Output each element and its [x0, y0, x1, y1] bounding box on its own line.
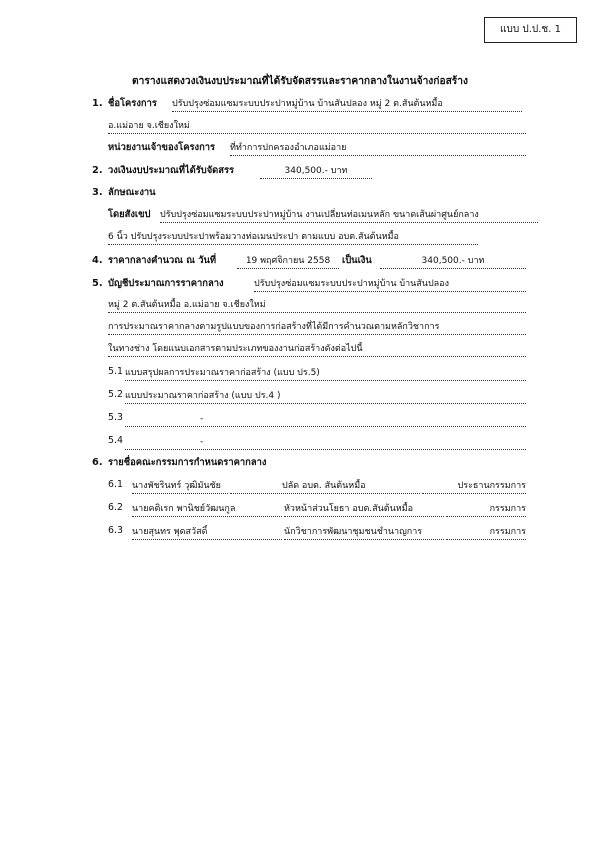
member3-number: 6.3 [108, 525, 123, 536]
page-title: ตารางแสดงวงเงินงบประมาณที่ได้รับจัดสรรและราคากลางในงานจ้างก่อสร้าง [132, 76, 468, 87]
item6-label: รายชื่อคณะกรรมการกำหนดราคากลาง [108, 457, 267, 468]
item3-summary-label: โดยสังเขป [108, 209, 151, 220]
item4-amount: 340,500.- บาท [380, 254, 526, 269]
member1-role: ประธานกรรมการ [422, 479, 526, 494]
item3-line2: 6 นิ้ว ปรับปรุงระบบประปาพร้อมวางท่อเมนประปา ตามแบบ อบต.สันต้นหมื้อ [108, 230, 478, 245]
member3-role: กรรมการ [446, 525, 526, 540]
member1-position: ปลัด อบต. สันต้นหมื้อ [230, 479, 420, 494]
member2-role: กรรมการ [446, 502, 526, 517]
member2-number: 6.2 [108, 502, 123, 513]
item5-sub4-number: 5.4 [108, 435, 123, 446]
member2-position: หัวหน้าส่วนโยธา อบต.สันต้นหมื้อ [284, 502, 444, 517]
item5-sub2-text: แบบประมาณราคาก่อสร้าง (แบบ ปร.4 ) [125, 389, 526, 404]
item5-line4: ในทางช่าง โดยแนบเอกสารตามประเภทของงานก่อสร้างดังต่อไปนี้ [108, 342, 526, 357]
item5-line2: หมู่ 2 ต.สันต้นหมื้อ อ.แม่อาย จ.เชียงใหม่ [108, 298, 526, 313]
item4-date: 19 พฤศจิกายน 2558 [237, 254, 339, 269]
item5-sub1-number: 5.1 [108, 366, 123, 377]
item5-sub2-number: 5.2 [108, 389, 123, 400]
item3-number: 3. [92, 187, 103, 198]
item5-line1: ปรับปรุงซ่อมแซมระบบประปาหมู่บ้าน บ้านสันปลอง [254, 277, 526, 292]
member3-name: นายสุนทร พุดสวัสดิ์ [132, 525, 282, 540]
item2-number: 2. [92, 165, 103, 176]
item1-owner-value: ที่ทำการปกครองอำเภอแม่อาย [230, 141, 526, 156]
item5-sub3-text: - [125, 412, 526, 427]
item4-amount-label: เป็นเงิน [342, 255, 372, 266]
item1-value-line1: ปรับปรุงซ่อมแซมระบบประปาหมู่บ้าน บ้านสันปลอง หมู่ 2 ต.สันต้นหมื้อ [172, 97, 522, 112]
item3-line1: ปรับปรุงซ่อมแซมระบบประปาหมู่บ้าน งานเปลี่ยนท่อเมนหลัก ขนาดเส้นผ่าศูนย์กลาง [160, 208, 538, 223]
item4-label: ราคากลางคำนวณ ณ วันที่ [108, 255, 217, 266]
item1-value-line2: อ.แม่อาย จ.เชียงใหม่ [108, 119, 526, 134]
item5-sub3-number: 5.3 [108, 412, 123, 423]
item4-number: 4. [92, 255, 103, 266]
item6-number: 6. [92, 457, 103, 468]
item2-label: วงเงินงบประมาณที่ได้รับจัดสรร [108, 165, 235, 176]
item5-number: 5. [92, 278, 103, 289]
item5-sub1-text: แบบสรุปผลการประมาณราคาก่อสร้าง (แบบ ปร.5) [125, 366, 526, 381]
item5-line3: การประมาณราคากลางตามรูปแบบของการก่อสร้างที่ได้มีการคำนวณตามหลักวิชาการ [108, 320, 526, 335]
item5-label: บัญชีประมาณการราคากลาง [108, 278, 224, 289]
item1-label: ชื่อโครงการ [108, 98, 157, 109]
member3-position: นักวิชาการพัฒนาชุมชนชำนาญการ [284, 525, 444, 540]
member2-name: นายคติเรก พานิชย์วัฒนกูล [132, 502, 282, 517]
item2-value: 340,500.- บาท [260, 164, 372, 179]
item5-sub4-text: - [125, 435, 526, 450]
form-code-box: แบบ ป.ป.ช. 1 [484, 17, 577, 43]
item1-owner-label: หน่วยงานเจ้าของโครงการ [108, 142, 216, 153]
member1-name: นางพัชรินทร์ วุฒิมันชัย [132, 479, 228, 494]
item3-label: ลักษณะงาน [108, 187, 156, 198]
member1-number: 6.1 [108, 479, 123, 490]
item1-number: 1. [92, 98, 103, 109]
